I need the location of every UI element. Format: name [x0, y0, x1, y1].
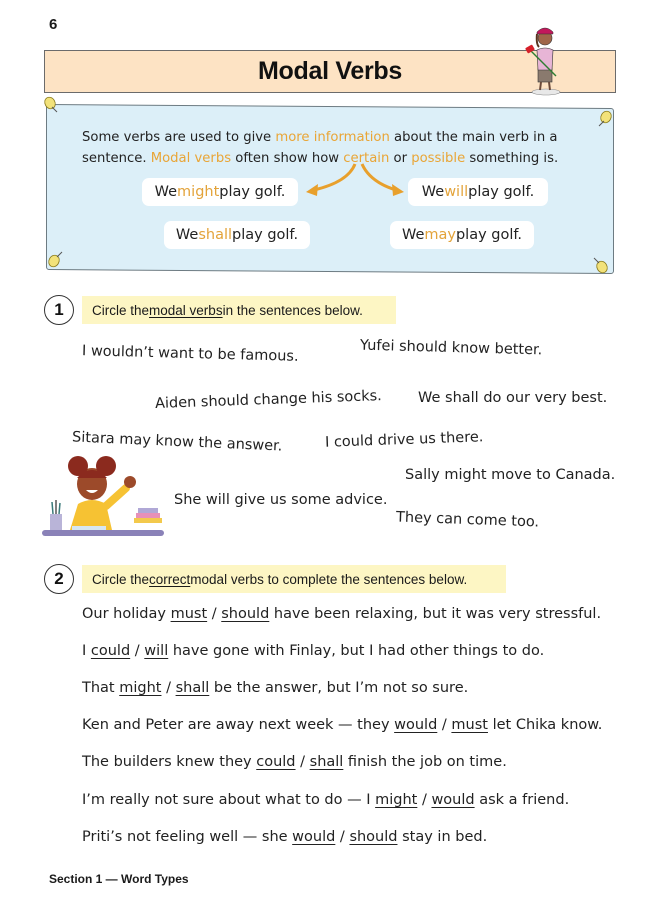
- option-would[interactable]: would: [292, 829, 336, 845]
- question-2-number: 2: [44, 564, 74, 594]
- sentence-9[interactable]: They can come too.: [395, 509, 540, 531]
- option-would[interactable]: would: [394, 717, 438, 733]
- sentence-4[interactable]: We shall do our very best.: [418, 390, 608, 406]
- q2-sentence-3: That might / shall be the answer, but I’m not so sure.: [82, 680, 469, 696]
- q2-sentence-4: Ken and Peter are away next week — they would / must let Chika know.: [82, 717, 603, 733]
- example-might: We might play golf.: [142, 178, 298, 206]
- sentence-1[interactable]: I wouldn’t want to be famous.: [81, 343, 299, 365]
- example-shall: We shall play golf.: [164, 221, 310, 249]
- option-would[interactable]: would: [431, 792, 475, 808]
- q2-sentence-7: Priti’s not feeling well — she would / should stay in bed.: [82, 829, 488, 845]
- option-might[interactable]: might: [119, 680, 162, 696]
- sentence-8[interactable]: She will give us some advice.: [174, 492, 388, 508]
- sentence-6[interactable]: I could drive us there.: [324, 429, 484, 451]
- highlight-possible: possible: [411, 151, 466, 166]
- pushpin-icon: [596, 110, 614, 128]
- branch-arrows-icon: [300, 160, 410, 210]
- page-title: Modal Verbs: [258, 57, 402, 85]
- option-will[interactable]: will: [144, 643, 169, 659]
- sentence-7[interactable]: Sally might move to Canada.: [405, 467, 616, 483]
- sentence-2[interactable]: Yufei should know better.: [359, 337, 543, 359]
- info-line-2: sentence. Modal verbs often show how certain or possible something is.: [82, 151, 559, 166]
- option-could[interactable]: could: [256, 754, 296, 770]
- option-must[interactable]: must: [451, 717, 488, 733]
- q2-sentence-1: Our holiday must / should have been relaxing, but it was very stressful.: [82, 606, 602, 622]
- section-footer: Section 1 — Word Types: [49, 872, 189, 886]
- q2-sentence-6: I’m really not sure about what to do — I might / would ask a friend.: [82, 792, 570, 808]
- info-line-1: Some verbs are used to give more information about the main verb in a: [82, 130, 558, 145]
- highlight-more-information: more information: [275, 130, 390, 145]
- option-might[interactable]: might: [375, 792, 418, 808]
- question-1-number: 1: [44, 295, 74, 325]
- option-shall[interactable]: shall: [309, 754, 344, 770]
- option-could[interactable]: could: [90, 643, 131, 659]
- option-should[interactable]: should: [349, 829, 398, 845]
- q2-sentence-2: I could / will have gone with Finlay, but I had other things to do.: [82, 643, 545, 659]
- question-2-instruction: Circle the correct modal verbs to complete the sentences below.: [82, 565, 506, 593]
- highlight-certain: certain: [343, 151, 390, 166]
- highlight-modal-verbs: Modal verbs: [150, 151, 232, 166]
- pushpin-icon: [42, 96, 60, 114]
- pushpin-icon: [46, 250, 64, 268]
- pushpin-icon: [592, 256, 610, 274]
- girl-at-desk-illustration-icon: [42, 452, 167, 540]
- q2-sentence-5: The builders knew they could / shall finish the job on time.: [82, 754, 507, 770]
- option-must[interactable]: must: [170, 606, 208, 622]
- option-shall[interactable]: shall: [175, 680, 210, 696]
- golfer-illustration-icon: [522, 14, 566, 96]
- sentence-5[interactable]: Sitara may know the answer.: [71, 429, 283, 455]
- option-should[interactable]: should: [221, 606, 270, 622]
- sentence-3[interactable]: Aiden should change his socks.: [154, 388, 383, 412]
- example-may: We may play golf.: [390, 221, 534, 249]
- question-1-instruction: Circle the modal verbs in the sentences below.: [82, 296, 396, 324]
- page-number: 6: [49, 16, 58, 33]
- example-will: We will play golf.: [408, 178, 548, 206]
